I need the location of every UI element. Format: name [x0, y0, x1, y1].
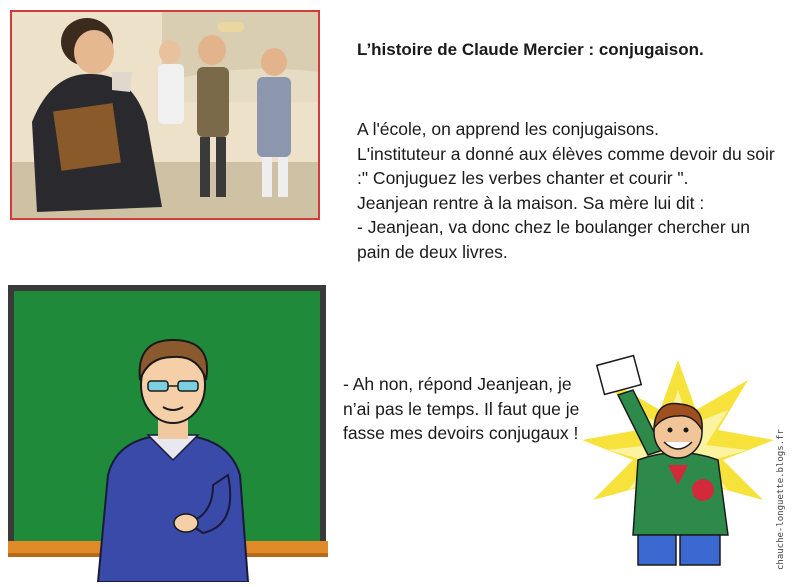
story-text: A l'école, on apprend les conjugaisons. L'instituteur a donné aux élèves comme devoir du soir :" Conjuguez les verbes chanter et courir ". Jeanjean rentre à la maison. Sa mère lui dit : - Jeanjean, va donc chez le boulanger chercher un pain de deux livres.: [357, 119, 775, 262]
reply-text: - Ah non, répond Jeanjean, je n’ai pas le temps. Il faut que je fasse mes devoirs conjugaux !: [343, 374, 580, 443]
vintage-schoolboys-drawing: [12, 12, 318, 218]
chalkboard-drawing: [8, 285, 330, 582]
watermark-text: chauche-longuette.blogs.fr: [776, 429, 786, 571]
cheering-boy-with-book-illustration: [578, 350, 778, 570]
story-title: L’histoire de Claude Mercier : conjugaison.: [357, 40, 704, 59]
cheering-boy-drawing: [578, 350, 778, 570]
teacher-at-chalkboard-illustration: [8, 285, 330, 582]
vintage-schoolboys-illustration: [10, 10, 320, 220]
